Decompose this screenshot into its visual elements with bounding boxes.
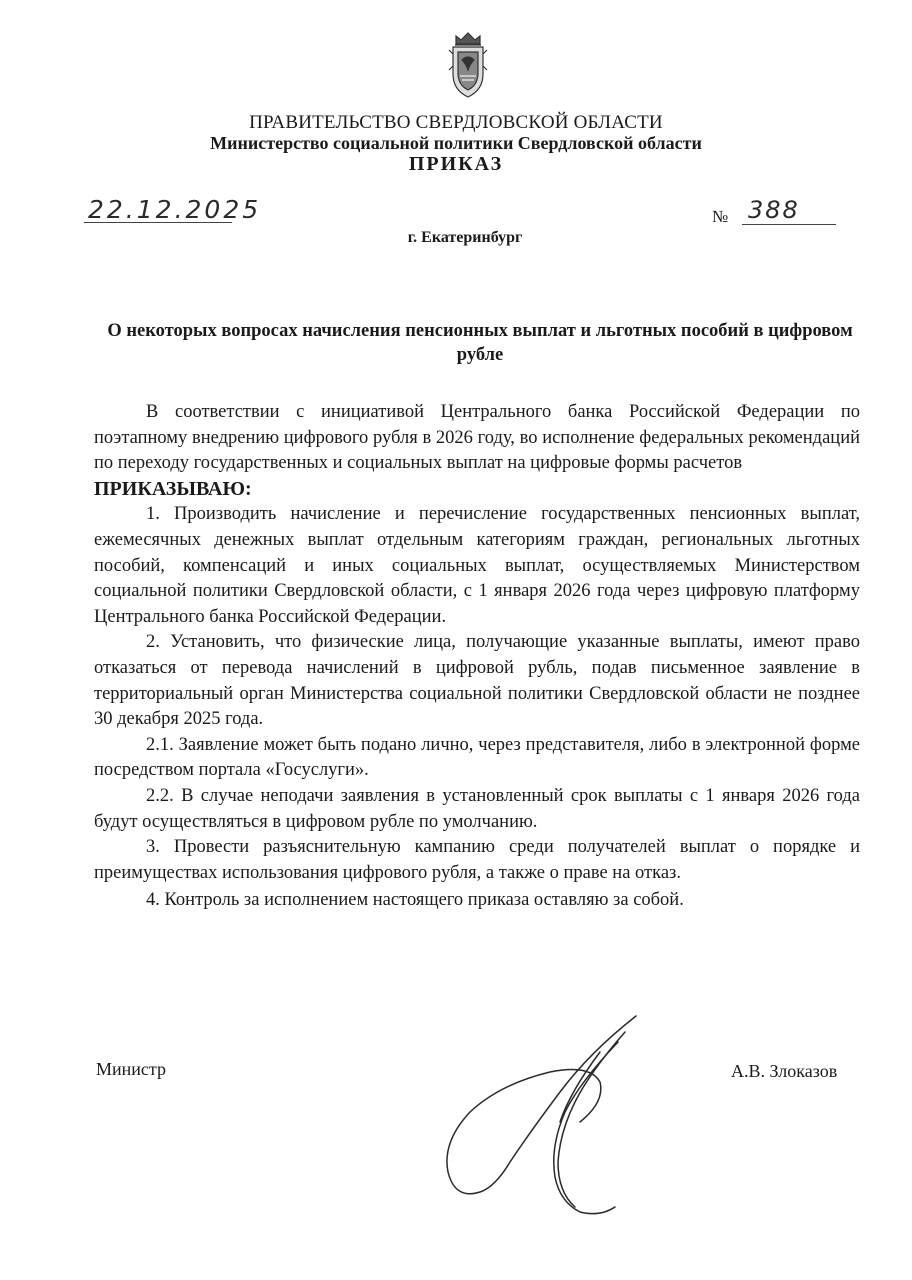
city: г. Екатеринбург <box>407 229 523 246</box>
signer-name: А.В. Злоказов <box>731 1061 838 1081</box>
ministry-title: Министерство социальной политики Свердловской области <box>210 133 702 153</box>
government-title: ПРАВИТЕЛЬСТВО СВЕРДЛОВСКОЙ ОБЛАСТИ <box>249 112 663 133</box>
handwritten-signature-icon <box>440 1012 650 1222</box>
order-item-2-1: 2.1. Заявление может быть подано лично, через представителя, либо в электронной форме посредством портала «Госуслуги». <box>94 734 860 781</box>
order-item-1: 1. Производить начисление и перечисление государственных пенсионных выплат, ежемесячных денежных выплат отдельным категориям граждан, региональных льготных пособий, компенсаций и иных социальных выплат, осуществляемых Министерством социальной политики Свердловской области, с 1 января 2026 года через цифровую платформу Центрального банка Российской Федерации. <box>94 504 860 627</box>
sverdlovsk-coat-of-arms-icon <box>446 30 490 102</box>
order-number: 388 <box>748 196 800 224</box>
order-body <box>94 400 860 914</box>
number-label: № <box>712 207 729 226</box>
preamble: В соответствии с инициативой Центрального банка Российской Федерации по поэтапному внедрению цифрового рубля в 2026 году, во исполнение федеральных рекомендаций по переходу государственных и социальных выплат на цифровые формы расчетов <box>94 402 860 474</box>
date-underline <box>84 222 232 223</box>
document-type: ПРИКАЗ <box>408 153 504 175</box>
order-title: О некоторых вопросах начисления пенсионных выплат и льготных пособий в цифровом рубле <box>107 321 853 365</box>
order-item-4: 4. Контроль за исполнением настоящего приказа оставляю за собой. <box>146 890 684 911</box>
order-word: ПРИКАЗЫВАЮ: <box>94 477 252 500</box>
signer-position: Министр <box>96 1059 166 1079</box>
order-item-3: 3. Провести разъяснительную кампанию среди получателей выплат о порядке и преимуществах использования цифрового рубля, а также о праве на отказ. <box>94 837 860 883</box>
number-underline <box>742 224 836 225</box>
order-item-2-2: 2.2. В случае неподачи заявления в установленный срок выплаты с 1 января 2026 года будут осуществляться в цифровом рубле по умолчанию. <box>94 785 860 832</box>
order-date: 22.12.2025 <box>88 195 262 224</box>
order-item-2: 2. Установить, что физические лица, получающие указанные выплаты, имеют право отказаться от перевода начислений в цифровой рубль, подав письменное заявление в территориальный орган Министерства социальной политики Свердловской области не позднее 30 декабря 2025 года. <box>94 632 860 730</box>
